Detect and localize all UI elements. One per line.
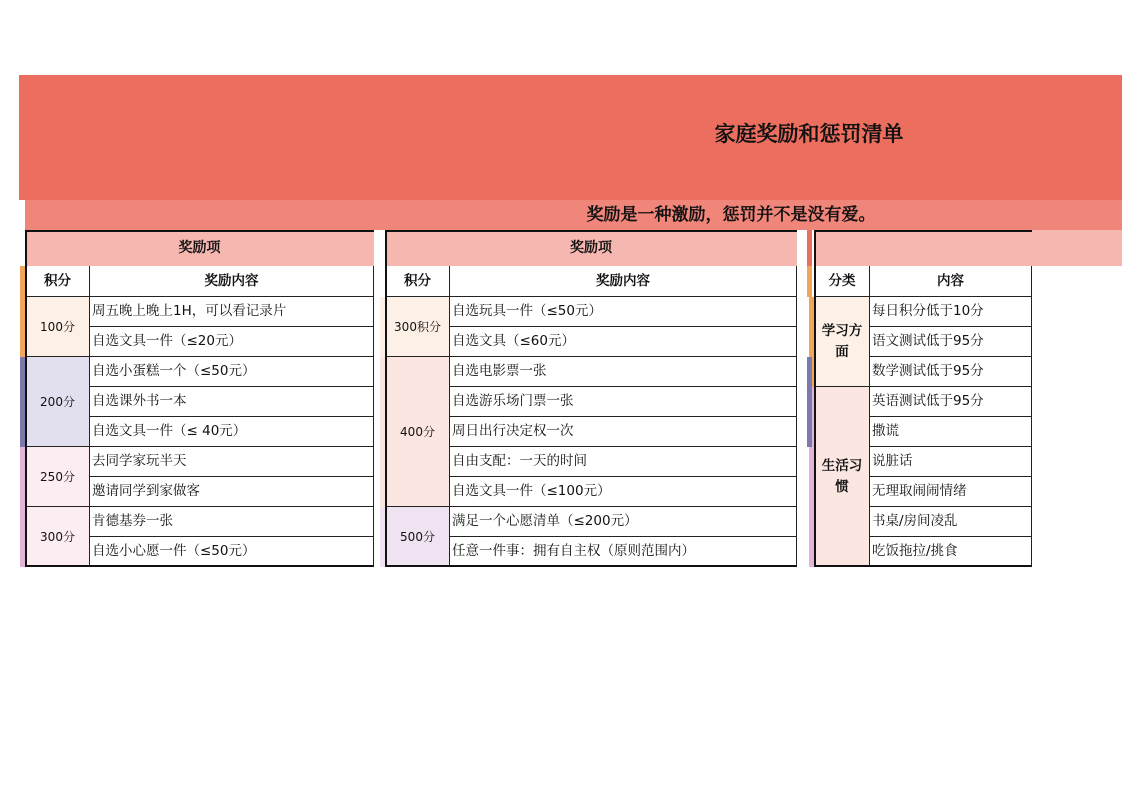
table2-group-label: 400分 [385,357,450,507]
table3-item: 撒谎 [870,417,1032,447]
table1-item: 自选课外书一本 [90,387,374,417]
table3-item: 书桌/房间凌乱 [870,507,1032,537]
table2-group-label: 300积分 [385,297,450,357]
table2-col-header-left: 积分 [385,266,450,297]
table2-item: 任意一件事：拥有自主权（原则范围内） [450,537,797,567]
table3-group-label: 生活习惯 [814,387,870,567]
table1-col-header-right: 奖励内容 [90,266,374,297]
table3-colhead-stripe [807,266,812,297]
table1-group-label: 250分 [25,447,90,507]
table3-item: 每日积分低于10分 [870,297,1032,327]
table2-item: 自选游乐场门票一张 [450,387,797,417]
table1-item: 自选文具一件（≤ 40元） [90,417,374,447]
table1-item: 肯德基券一张 [90,507,374,537]
table1-item: 自选小蛋糕一个（≤50元） [90,357,374,387]
table2-item: 自选玩具一件（≤50元） [450,297,797,327]
table2-item: 满足一个心愿清单（≤200元） [450,507,797,537]
table2-item: 自选电影票一张 [450,357,797,387]
table3-item: 吃饭拖拉/挑食 [870,537,1032,567]
table1-item: 周五晚上晚上1H，可以看记录片 [90,297,374,327]
table2-section-header: 奖励项 [385,230,797,266]
table3-item: 英语测试低于95分 [870,387,1032,417]
table1-item: 自选文具一件（≤20元） [90,327,374,357]
table3-header-stripe [807,230,812,266]
table1-col-header-left: 积分 [25,266,90,297]
table3-item: 无理取闹闹情绪 [870,477,1032,507]
table1-group-label: 100分 [25,297,90,357]
table3-section-header [814,230,1122,266]
table3-col-header-left: 分类 [814,266,870,297]
page-subtitle: 奖励是一种激励，惩罚并不是没有爱。 [586,205,876,225]
table2-item: 周日出行决定权一次 [450,417,797,447]
table1-group-label: 300分 [25,507,90,567]
table1-group-label: 200分 [25,357,90,447]
table1-header-stripe [20,266,25,297]
table2-group-label: 500分 [385,507,450,567]
table2-item: 自选文具（≤60元） [450,327,797,357]
table3-item: 说脏话 [870,447,1032,477]
table1-item: 自选小心愿一件（≤50元） [90,537,374,567]
table2-col-header-right: 奖励内容 [450,266,797,297]
table2-item: 自由支配：一天的时间 [450,447,797,477]
table3-col-header-right: 内容 [870,266,1032,297]
table3-item: 语文测试低于95分 [870,327,1032,357]
table3-purple-stripe [807,357,812,447]
table1-item: 去同学家玩半天 [90,447,374,477]
page-title: 家庭奖励和惩罚清单 [714,122,904,146]
table1-item: 邀请同学到家做客 [90,477,374,507]
table2-item: 自选文具一件（≤100元） [450,477,797,507]
table3-item: 数学测试低于95分 [870,357,1032,387]
table3-group-label: 学习方面 [814,297,870,387]
table1-section-header: 奖励项 [25,230,374,266]
